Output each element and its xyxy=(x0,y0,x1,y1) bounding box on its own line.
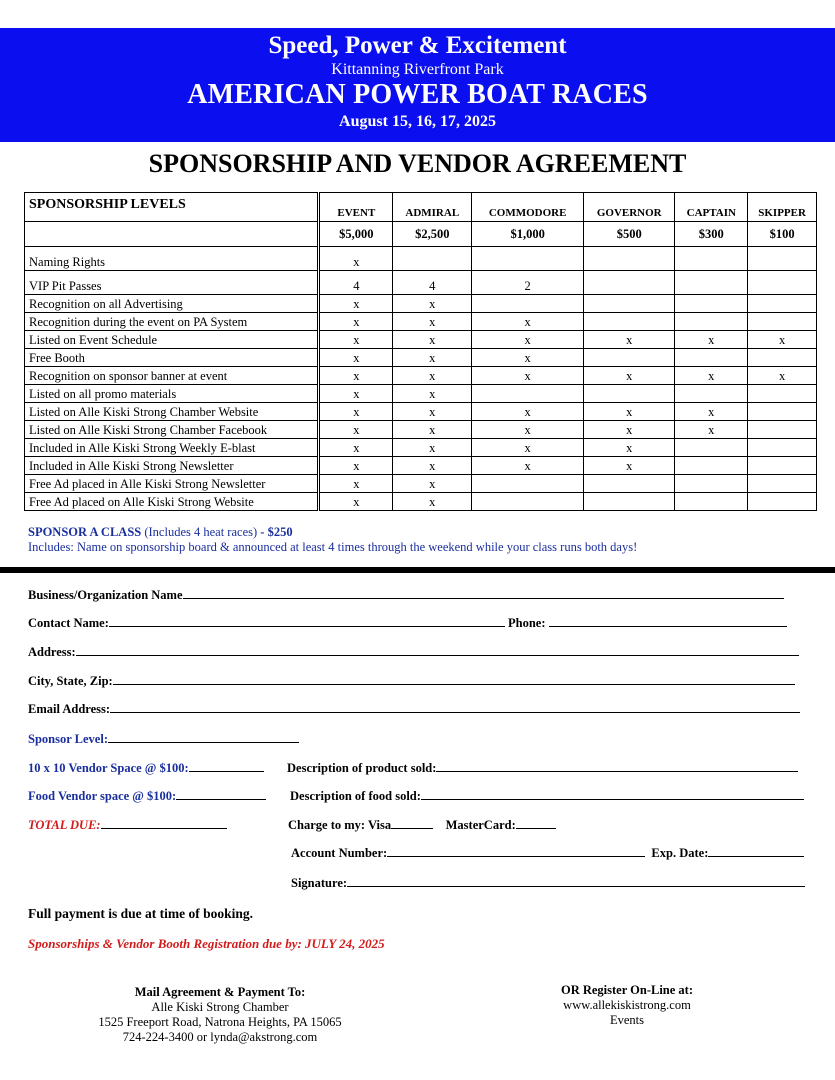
benefit-label: Listed on all promo materials xyxy=(25,385,319,403)
benefit-cell: x xyxy=(675,367,748,385)
benefit-cell xyxy=(584,475,675,493)
level-price: $2,500 xyxy=(393,222,472,247)
table-row xyxy=(25,493,817,511)
phone-field[interactable] xyxy=(549,615,787,627)
business-label: Business/Organization Name xyxy=(28,588,183,602)
header-tagline: Speed, Power & Excitement xyxy=(268,32,567,59)
table-row xyxy=(25,313,817,331)
header-venue: Kittanning Riverfront Park xyxy=(331,61,504,78)
benefit-cell: x xyxy=(319,331,393,349)
signature-field[interactable] xyxy=(347,875,805,887)
benefit-cell xyxy=(584,385,675,403)
level-header: SKIPPER xyxy=(748,193,817,222)
benefit-cell: x xyxy=(472,403,584,421)
address-field[interactable] xyxy=(76,644,799,656)
level-price: $500 xyxy=(584,222,675,247)
benefit-cell: x xyxy=(584,439,675,457)
benefit-cell xyxy=(675,457,748,475)
mail-heading: Mail Agreement & Payment To: xyxy=(134,985,306,999)
product-desc-field[interactable] xyxy=(436,760,798,772)
exp-date-field[interactable] xyxy=(708,845,804,857)
sponsor-class-price: - $250 xyxy=(260,525,293,539)
vendor-space-field[interactable] xyxy=(189,760,264,772)
benefit-cell: x xyxy=(319,439,393,457)
benefit-cell: x xyxy=(393,439,472,457)
mastercard-field[interactable] xyxy=(516,817,556,829)
sponsor-class-includes: Includes: Name on sponsorship board & announced at least 4 times through the weekend while your class runs both days! xyxy=(28,540,638,554)
benefit-cell xyxy=(748,313,817,331)
table-row xyxy=(25,295,817,313)
food-desc-field[interactable] xyxy=(421,788,804,800)
benefit-cell xyxy=(748,385,817,403)
level-header: ADMIRAL xyxy=(393,193,472,222)
mail-contact: 724-224-3400 or lynda@akstrong.com xyxy=(122,1030,318,1044)
benefit-cell xyxy=(748,271,817,295)
benefit-cell: x xyxy=(748,331,817,349)
online-site: www.allekiskistrong.com xyxy=(563,998,691,1012)
benefit-label: Free Booth xyxy=(25,349,319,367)
benefit-cell xyxy=(472,493,584,511)
full-payment-note: Full payment is due at time of booking. xyxy=(28,906,254,921)
city-label: City, State, Zip: xyxy=(28,674,113,688)
benefit-cell xyxy=(748,295,817,313)
benefit-label: VIP Pit Passes xyxy=(25,271,319,295)
benefit-cell: x xyxy=(319,421,393,439)
city-field[interactable] xyxy=(113,673,795,685)
benefit-cell: x xyxy=(319,349,393,367)
benefit-cell xyxy=(675,313,748,331)
benefit-label: Included in Alle Kiski Strong Newsletter xyxy=(25,457,319,475)
price-row-label xyxy=(25,222,319,247)
sponsor-level-row xyxy=(28,731,299,747)
benefit-label: Listed on Alle Kiski Strong Chamber Website xyxy=(25,403,319,421)
level-price: $1,000 xyxy=(472,222,584,247)
table-row xyxy=(25,457,817,475)
benefit-cell: x xyxy=(584,403,675,421)
vendor-space-row xyxy=(28,760,264,776)
benefit-cell: x xyxy=(319,247,393,271)
benefit-cell: x xyxy=(472,349,584,367)
benefit-cell: x xyxy=(393,385,472,403)
benefit-cell: x xyxy=(319,367,393,385)
benefit-cell xyxy=(584,271,675,295)
charge-row xyxy=(288,817,556,833)
benefit-cell xyxy=(748,247,817,271)
table-row xyxy=(25,385,817,403)
benefit-cell xyxy=(748,349,817,367)
benefit-cell: x xyxy=(393,421,472,439)
benefit-cell: x xyxy=(675,421,748,439)
benefit-cell: 4 xyxy=(319,271,393,295)
benefit-cell xyxy=(584,493,675,511)
benefit-cell: x xyxy=(472,367,584,385)
benefit-cell: x xyxy=(472,331,584,349)
total-due-label: TOTAL DUE: xyxy=(28,818,101,832)
benefit-label: Recognition on sponsor banner at event xyxy=(25,367,319,385)
mail-to-block xyxy=(70,985,370,1045)
business-field[interactable] xyxy=(183,587,784,599)
food-vendor-label: Food Vendor space @ $100: xyxy=(28,789,177,803)
total-due-row xyxy=(28,817,227,833)
account-label: Account Number: xyxy=(291,846,388,860)
contact-field[interactable] xyxy=(109,615,505,627)
exp-date-label: Exp. Date: xyxy=(651,846,709,860)
benefit-cell: x xyxy=(319,403,393,421)
header-banner xyxy=(0,28,835,142)
city-row xyxy=(28,673,795,689)
benefit-label: Listed on Alle Kiski Strong Chamber Facebook xyxy=(25,421,319,439)
table-row xyxy=(25,439,817,457)
account-field[interactable] xyxy=(387,845,645,857)
phone-label: Phone: xyxy=(508,616,546,630)
benefit-cell xyxy=(748,457,817,475)
online-register-block xyxy=(527,983,727,1028)
sponsor-class-detail: (Includes 4 heat races) xyxy=(144,525,258,539)
benefit-cell xyxy=(748,421,817,439)
benefit-label: Included in Alle Kiski Strong Weekly E-blast xyxy=(25,439,319,457)
benefit-cell: x xyxy=(393,493,472,511)
charge-label: Charge to my: Visa xyxy=(288,818,392,832)
product-desc-row xyxy=(287,760,798,776)
benefit-cell: x xyxy=(393,475,472,493)
benefit-label: Listed on Event Schedule xyxy=(25,331,319,349)
food-vendor-row xyxy=(28,788,266,804)
sponsorship-table xyxy=(24,192,817,511)
benefit-cell: x xyxy=(584,421,675,439)
benefit-cell: x xyxy=(393,457,472,475)
address-label: Address: xyxy=(28,645,76,659)
benefit-cell xyxy=(748,475,817,493)
benefit-cell: 2 xyxy=(472,271,584,295)
due-date-notice: Sponsorships & Vendor Booth Registration due by: JULY 24, 2025 xyxy=(28,936,385,951)
benefit-cell xyxy=(393,247,472,271)
benefit-cell: x xyxy=(393,313,472,331)
header-dates: August 15, 16, 17, 2025 xyxy=(339,113,496,130)
section-divider xyxy=(0,567,835,573)
level-header: EVENT xyxy=(319,193,393,222)
benefit-cell xyxy=(675,493,748,511)
benefit-cell xyxy=(675,439,748,457)
benefit-cell xyxy=(675,247,748,271)
benefit-cell: x xyxy=(393,331,472,349)
signature-label: Signature: xyxy=(291,876,348,890)
email-field[interactable] xyxy=(110,701,800,713)
benefit-cell xyxy=(584,295,675,313)
benefit-cell: x xyxy=(393,349,472,367)
benefit-cell: x xyxy=(472,457,584,475)
account-row xyxy=(291,845,804,861)
benefit-cell xyxy=(675,349,748,367)
table-row xyxy=(25,331,817,349)
level-price: $5,000 xyxy=(319,222,393,247)
address-row xyxy=(28,644,799,660)
table-row xyxy=(25,349,817,367)
benefit-cell xyxy=(472,475,584,493)
level-price: $300 xyxy=(675,222,748,247)
benefit-cell xyxy=(675,271,748,295)
benefit-cell: x xyxy=(584,367,675,385)
sponsor-level-field[interactable] xyxy=(108,731,299,743)
benefit-cell xyxy=(584,247,675,271)
benefit-cell xyxy=(748,439,817,457)
benefit-label: Recognition during the event on PA System xyxy=(25,313,319,331)
food-desc-row xyxy=(290,788,804,804)
benefit-cell xyxy=(584,349,675,367)
benefit-cell: x xyxy=(393,295,472,313)
benefit-cell: x xyxy=(675,403,748,421)
contact-row xyxy=(28,615,787,631)
business-row xyxy=(28,587,784,603)
level-header: COMMODORE xyxy=(472,193,584,222)
benefit-cell: x xyxy=(748,367,817,385)
header-event: AMERICAN POWER BOAT RACES xyxy=(187,79,648,110)
online-section: Events xyxy=(609,1013,645,1027)
benefit-cell: x xyxy=(472,421,584,439)
benefit-cell: x xyxy=(472,313,584,331)
benefit-cell: x xyxy=(319,295,393,313)
benefit-label: Free Ad placed in Alle Kiski Strong Newsletter xyxy=(25,475,319,493)
online-heading: OR Register On-Line at: xyxy=(560,983,694,997)
sponsor-class-line xyxy=(28,525,293,540)
benefit-cell: x xyxy=(472,439,584,457)
email-label: Email Address: xyxy=(28,702,111,716)
benefit-cell xyxy=(748,403,817,421)
signature-row xyxy=(291,875,805,891)
benefit-cell: x xyxy=(393,367,472,385)
table-row xyxy=(25,475,817,493)
product-desc-label: Description of product sold: xyxy=(287,761,437,775)
mail-org: Alle Kiski Strong Chamber xyxy=(151,1000,289,1014)
benefit-cell: x xyxy=(319,313,393,331)
benefit-cell xyxy=(675,295,748,313)
benefit-cell xyxy=(675,475,748,493)
level-header: CAPTAIN xyxy=(675,193,748,222)
mastercard-label: MasterCard: xyxy=(445,818,516,832)
level-price: $100 xyxy=(748,222,817,247)
email-row xyxy=(28,701,800,717)
benefit-cell: x xyxy=(319,493,393,511)
benefit-cell: 4 xyxy=(393,271,472,295)
benefit-cell: x xyxy=(319,385,393,403)
contact-label: Contact Name: xyxy=(28,616,109,630)
table-row xyxy=(25,247,817,271)
benefit-cell xyxy=(472,385,584,403)
sponsor-level-label: Sponsor Level: xyxy=(28,732,108,746)
benefit-cell xyxy=(584,313,675,331)
total-due-field[interactable] xyxy=(101,817,227,829)
table-row xyxy=(25,271,817,295)
benefit-cell xyxy=(472,247,584,271)
benefit-cell xyxy=(675,385,748,403)
document-title: SPONSORSHIP AND VENDOR AGREEMENT xyxy=(148,149,687,178)
benefit-cell: x xyxy=(584,457,675,475)
benefit-cell: x xyxy=(319,475,393,493)
mail-address: 1525 Freeport Road, Natrona Heights, PA 15065 xyxy=(98,1015,342,1029)
food-vendor-field[interactable] xyxy=(176,788,266,800)
table-corner: SPONSORSHIP LEVELS xyxy=(25,193,319,222)
benefit-cell xyxy=(472,295,584,313)
vendor-space-label: 10 x 10 Vendor Space @ $100: xyxy=(28,761,189,775)
food-desc-label: Description of food sold: xyxy=(290,789,421,803)
benefit-label: Recognition on all Advertising xyxy=(25,295,319,313)
benefit-cell: x xyxy=(584,331,675,349)
table-row xyxy=(25,403,817,421)
visa-field[interactable] xyxy=(391,817,433,829)
table-row xyxy=(25,421,817,439)
benefit-cell: x xyxy=(393,403,472,421)
sponsor-class-title: SPONSOR A CLASS xyxy=(28,525,142,539)
benefit-cell: x xyxy=(319,457,393,475)
benefit-label: Naming Rights xyxy=(25,247,319,271)
benefit-cell: x xyxy=(675,331,748,349)
benefit-label: Free Ad placed on Alle Kiski Strong Website xyxy=(25,493,319,511)
table-row xyxy=(25,367,817,385)
benefit-cell xyxy=(748,493,817,511)
level-header: GOVERNOR xyxy=(584,193,675,222)
